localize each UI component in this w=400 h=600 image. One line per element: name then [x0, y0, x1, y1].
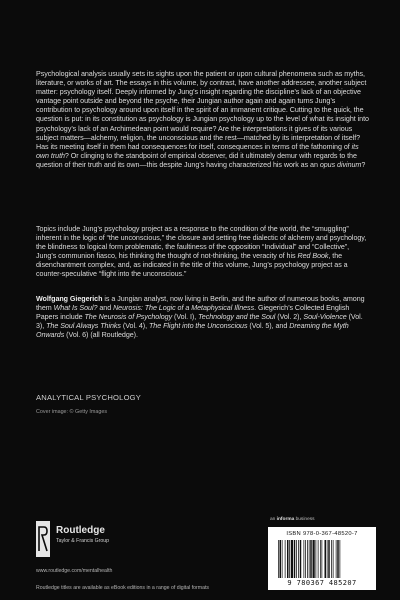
blurb-italic: opus divinum: [319, 160, 362, 169]
book-title: Neurosis: The Logic of a Metaphysical Illness: [113, 304, 255, 313]
blurb-italic: its own truth: [36, 142, 359, 160]
informa-suffix: business: [294, 517, 315, 522]
bio-text: (Vol. 2),: [275, 313, 304, 322]
isbn-label: ISBN 978-0-367-48520-7: [286, 531, 358, 537]
book-title: Technology and the Soul: [198, 313, 276, 322]
subject-heading: ANALYTICAL PSYCHOLOGY: [36, 393, 142, 402]
informa-name: informa: [276, 517, 295, 522]
bio-text: (Vol. I),: [172, 313, 199, 322]
ean-digits: 9 780367 485207: [287, 579, 357, 587]
blurb-text: , the disenchantment complex, and, as indicated in the title of this volume, Jung’s psychology project as a counter-speculative “flight into the unconscious.”: [36, 252, 348, 279]
blurb-text: Psychological analysis usually sets its sights upon the patient or upon cultural phenomena such as myths, literature, or works of art. The essays in this volume, by contrast, have another addressee, another subject matter: psychology itself. Deeply informed by Jung’s insight regarding the discipline’s lack of an objective vantage point outside and beyond the psyche, their Jungian author again and again turns Jung’s contribution to psychology around upon itself in the spirit of an immanent critique. Cutting to the quick, the question is put: in its constitution as psychology is Jungian psychology up to the level of what its insight into psychology’s lack of an Archimedean point would require? Are the interpretations it gives of its various subject matters—alchemy, religion, the unconscious and the rest—matched by its interpretation of itself? Has its meeting itself in them had consequences for itself, consequences in terms of the fathoming of: [36, 70, 369, 151]
bio-text: is a Jungian analyst, now living in Berlin, and the author of numerous books, among them: [36, 295, 365, 313]
bio-text: (Vol. 5), and: [247, 322, 290, 331]
publisher-group: Taylor & Francis Group: [56, 538, 110, 544]
routledge-mark-icon: [36, 521, 50, 557]
barcode-bars-icon: [278, 540, 366, 578]
book-title: The Flight into the Unconscious: [149, 322, 248, 331]
blurb-paragraph-1: [36, 70, 371, 170]
blurb-paragraph-2: [36, 225, 371, 280]
bio-text: (Vol. 3),: [36, 313, 363, 331]
bio-text: (Vol. 4),: [120, 322, 149, 331]
isbn-barcode: [268, 527, 376, 590]
publisher-website[interactable]: www.routledge.com/mentalhealth: [36, 568, 113, 574]
blurb-text: Topics include Jung’s psychology project as a response to the condition of the world, the “smuggling” inherent in the logic of “the unconscious,” the closure and setting free dialectic of alchemy and psychology, the blindness to logical form problematic, the faultiness of the opposition “Individual” and “Collective”, Jung’s communion fiasco, his thinking the thought of not-thinking, the veracity of his: [36, 225, 367, 261]
bio-text: . Giegerich’s Collected English Papers include: [36, 304, 350, 322]
cover-credit: Cover image: © Getty Images: [36, 409, 108, 415]
bio-text: and: [97, 304, 114, 313]
author-name: Wolfgang Giegerich: [36, 295, 103, 303]
book-title: Dreaming the Myth Onwards: [36, 322, 349, 340]
book-title: The Neurosis of Psychology: [84, 313, 173, 322]
ebook-note: Routledge titles are available as eBook editions in a range of digital formats: [36, 585, 210, 591]
author-bio: [36, 295, 371, 340]
book-title: The Soul Always Thinks: [46, 322, 121, 331]
routledge-logo: [36, 521, 186, 561]
blurb-text: ? Or clinging to the standpoint of empirical observer, did it ultimately demur with regards to the question of their truth and its own—this despite Jung’s having characterized his work as an: [36, 151, 357, 169]
blurb-text: ?: [361, 160, 366, 169]
bio-text: (Vol. 6) (all Routledge).: [64, 331, 138, 340]
publisher-name: Routledge: [56, 525, 105, 536]
informa-tagline: [270, 517, 315, 522]
informa-prefix: an: [270, 517, 277, 522]
blurb-italic: Red Book: [297, 252, 329, 261]
book-title: Soul-Violence: [303, 313, 347, 322]
book-title: What Is Soul?: [53, 304, 98, 313]
